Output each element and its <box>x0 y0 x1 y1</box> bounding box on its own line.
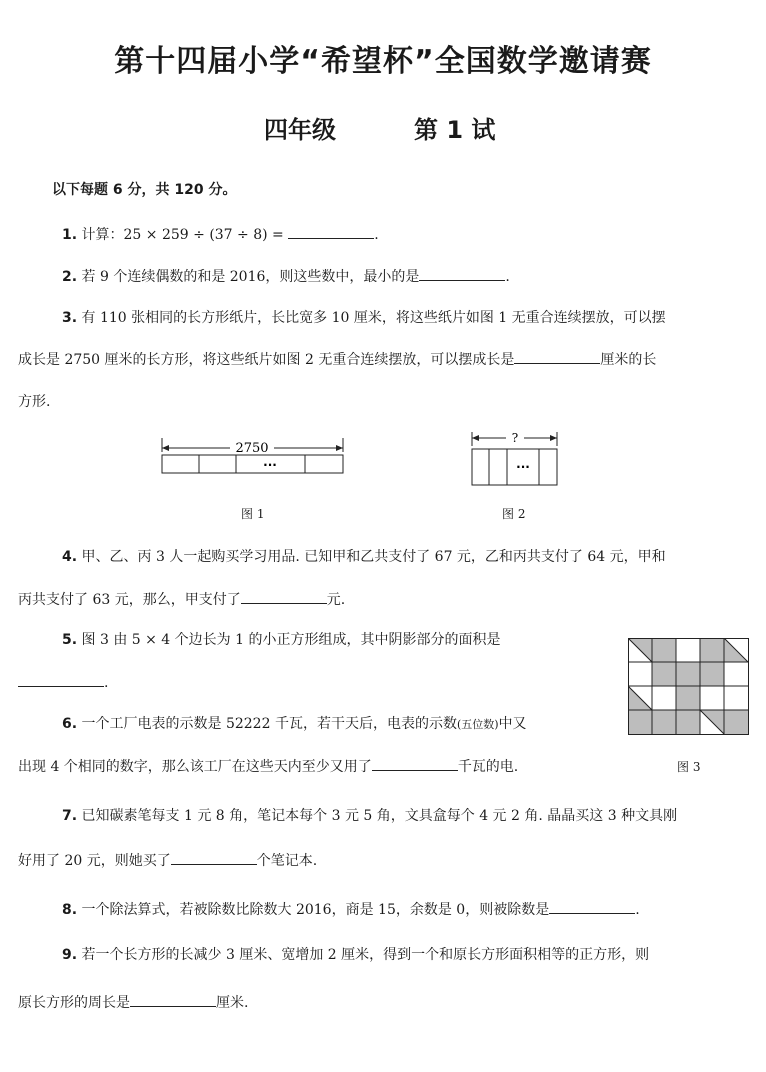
answer-blank[interactable] <box>549 899 635 914</box>
question-text: 元. <box>326 592 346 608</box>
question-text: 已知碳素笔每支 1 元 8 角，笔记本每个 3 元 5 角，文具盒每个 4 元 2 角. 晶晶买这 3 种文具刚 <box>81 808 678 824</box>
question-end: . <box>104 675 109 691</box>
question-number: 8. <box>62 902 78 918</box>
dimension-label: ? <box>511 431 519 445</box>
question-9-line-1 <box>62 945 649 965</box>
question-number: 2. <box>62 269 78 285</box>
question-1 <box>62 224 379 245</box>
question-7-line-1 <box>62 806 677 826</box>
question-number: 3. <box>62 310 78 326</box>
grade-label: 四年级 <box>264 116 336 144</box>
figure-1 <box>150 434 360 494</box>
question-4-line-1 <box>62 547 666 567</box>
question-text: 甲、乙、丙 3 人一起购买学习用品. 已知甲和乙共支付了 67 元，乙和丙共支付了 64 元，甲和 <box>81 549 666 565</box>
question-number: 7. <box>62 808 78 824</box>
question-4-line-2 <box>18 589 345 610</box>
question-9-line-2 <box>18 992 248 1013</box>
question-5-line-2 <box>18 672 108 693</box>
arrow-left-icon <box>472 435 479 441</box>
answer-blank[interactable] <box>130 992 216 1007</box>
question-number: 5. <box>62 632 78 648</box>
question-3-line-2 <box>18 349 656 370</box>
strip-rectangle <box>472 449 557 485</box>
question-8 <box>62 899 640 920</box>
question-end: . <box>505 269 510 285</box>
question-number: 9. <box>62 947 78 963</box>
question-end: . <box>374 227 379 243</box>
strip-rectangle <box>162 455 343 473</box>
arrow-right-icon <box>336 445 343 451</box>
figure-3-grid <box>628 638 750 738</box>
ellipsis: ··· <box>516 460 530 474</box>
answer-blank[interactable] <box>372 756 458 771</box>
question-text: 厘米. <box>216 995 249 1011</box>
question-number: 6. <box>62 716 78 732</box>
answer-blank[interactable] <box>514 349 600 364</box>
question-text: 丙共支付了 63 元，那么，甲支付了 <box>18 592 241 608</box>
question-text: 好用了 20 元，则她买了 <box>18 853 171 869</box>
question-7-line-2 <box>18 850 317 871</box>
figure-1-caption: 图 1 <box>241 507 265 521</box>
answer-blank[interactable] <box>419 266 505 281</box>
question-text: 有 110 张相同的长方形纸片，长比宽多 10 厘米，将这些纸片如图 1 无重合连续摆放，可以摆 <box>81 310 666 326</box>
question-text: 成长是 2750 厘米的长方形，将这些纸片如图 2 无重合连续摆放，可以摆成长是 <box>18 352 515 368</box>
question-2 <box>62 266 510 287</box>
figure-3-caption: 图 3 <box>677 760 701 774</box>
question-text: 一个工厂电表的示数是 52222 千瓦，若干天后，电表的示数 <box>81 716 457 732</box>
question-text: 一个除法算式，若被除数比除数大 2016，商是 15，余数是 0，则被除数是 <box>81 902 550 918</box>
answer-blank[interactable] <box>288 224 374 239</box>
question-text: 若 9 个连续偶数的和是 2016，则这些数中，最小的是 <box>81 269 420 285</box>
exam-title: 第十四届小学“希望杯”全国数学邀请赛 <box>114 44 652 79</box>
question-end: . <box>635 902 640 918</box>
question-number: 1. <box>62 227 78 243</box>
figure-2-caption: 图 2 <box>502 507 526 521</box>
question-3-line-3: 方形. <box>18 394 51 410</box>
figure-2 <box>462 428 572 490</box>
question-text: 图 3 由 5 × 4 个边长为 1 的小正方形组成，其中阴影部分的面积是 <box>81 632 501 648</box>
question-text: 中又 <box>498 716 527 732</box>
question-6-line-1 <box>62 714 527 735</box>
question-6-line-2 <box>18 756 518 777</box>
answer-blank[interactable] <box>171 850 257 865</box>
question-3-line-1 <box>62 308 666 328</box>
instructions: 以下每题 6 分，共 120 分。 <box>52 182 237 198</box>
question-note: (五位数) <box>456 718 499 731</box>
question-text: 计算：25 × 259 ÷ (37 ÷ 8) = <box>81 227 284 243</box>
answer-blank[interactable] <box>241 589 327 604</box>
ellipsis: ··· <box>263 458 277 472</box>
question-text: 原长方形的周长是 <box>18 995 130 1011</box>
dimension-label: 2750 <box>235 441 269 456</box>
question-text: 若一个长方形的长减少 3 厘米、宽增加 2 厘米，得到一个和原长方形面积相等的正方形，则 <box>81 947 650 963</box>
question-text: 厘米的长 <box>600 352 657 368</box>
arrow-right-icon <box>550 435 557 441</box>
question-text: 出现 4 个相同的数字，那么该工厂在这些天内至少又用了 <box>18 759 372 775</box>
round-label: 第 1 试 <box>414 116 496 144</box>
answer-blank[interactable] <box>18 672 104 687</box>
question-text: 千瓦的电. <box>457 759 519 775</box>
question-text: 个笔记本. <box>256 853 318 869</box>
question-5-line-1 <box>62 630 500 650</box>
arrow-left-icon <box>162 445 169 451</box>
question-number: 4. <box>62 549 78 565</box>
